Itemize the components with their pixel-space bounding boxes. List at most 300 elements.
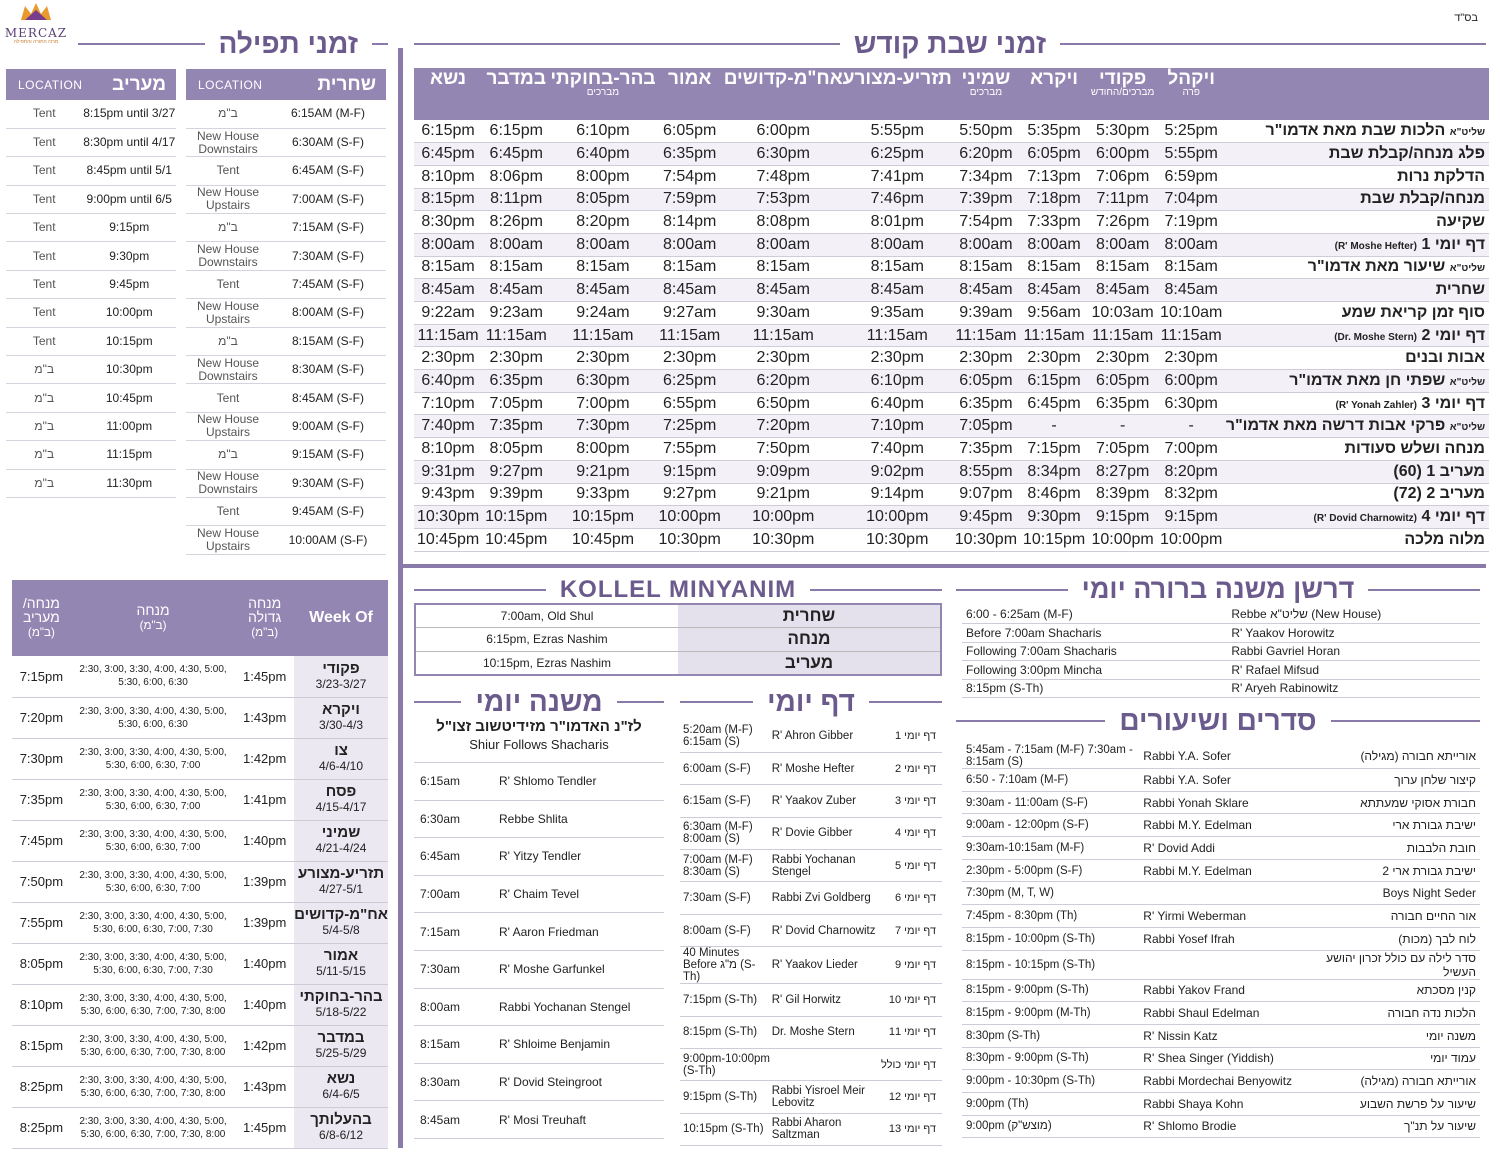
shabbos-time-cell: 2:30pm xyxy=(482,347,550,370)
mishna-speaker: R' Mosi Treuhaft xyxy=(499,1101,664,1139)
mincha-times-list: 2:30, 3:00, 3:30, 4:00, 4:30, 5:00, 5:30, 6:00, 6:30, 7:00, 7:30, 8:00 xyxy=(71,1066,236,1107)
sedarim-row xyxy=(962,1047,1480,1070)
maariv-row xyxy=(6,185,176,213)
mincha-gedola-time: 1:40pm xyxy=(235,943,294,984)
mishna-table xyxy=(414,762,664,1139)
shabbos-time-cell: 6:00pm xyxy=(1157,370,1225,393)
shabbos-label xyxy=(1225,483,1489,506)
time-cell: 9:15pm xyxy=(82,214,176,242)
seder-speaker: Rabbi Yakov Frand xyxy=(1143,979,1298,1002)
seder-speaker: R' Yirmi Weberman xyxy=(1143,905,1298,928)
shabbos-label-note: (R' Yonah Zahler) xyxy=(1335,399,1418,411)
shabbos-time-cell: 6:25pm xyxy=(843,143,952,166)
shabbos-time-cell: 9:27pm xyxy=(482,460,550,483)
seder-time: 7:45pm - 8:30pm (Th) xyxy=(962,905,1143,928)
shabbos-label xyxy=(1225,120,1489,143)
parsha-column-header xyxy=(1020,68,1088,120)
mincha-gedola-time: 1:42pm xyxy=(235,1025,294,1066)
daf-speaker: R' Dovie Gibber xyxy=(772,817,877,849)
shabbos-row xyxy=(414,460,1489,483)
sedarim-row xyxy=(962,1092,1480,1115)
shabbos-label-text: שקיעה xyxy=(1436,213,1485,231)
shabbos-time-cell: 6:15pm xyxy=(414,120,482,143)
mishna-row xyxy=(414,1026,664,1064)
parsha-column-header xyxy=(1157,68,1225,120)
shabbos-time-cell: 6:50pm xyxy=(724,392,843,415)
shacharis-row xyxy=(186,128,386,156)
mishna-time: 7:00am xyxy=(414,875,499,913)
shabbos-time-cell: 8:05pm xyxy=(550,188,655,211)
shabbos-time-cell: 5:55pm xyxy=(1157,143,1225,166)
shacharis-row xyxy=(186,441,386,469)
seder-time: 8:30pm (S-Th) xyxy=(962,1024,1143,1047)
shabbos-row xyxy=(414,279,1489,302)
shabbos-row xyxy=(414,438,1489,461)
shabbos-time-cell: 9:24am xyxy=(550,302,655,325)
mincha-times-list: 2:30, 3:00, 3:30, 4:00, 4:30, 5:00, 5:30, 6:00, 6:30, 7:00 xyxy=(71,820,236,861)
seder-speaker: Rabbi Mordechai Benyowitz xyxy=(1143,1070,1298,1093)
mishna-row xyxy=(414,913,664,951)
shabbos-time-cell: 8:06pm xyxy=(482,165,550,188)
mincha-row xyxy=(12,656,388,697)
shabbos-time-cell: 10:15pm xyxy=(1020,528,1088,551)
shabbos-time-cell: 11:15am xyxy=(724,324,843,347)
shabbos-time-cell: 8:26pm xyxy=(482,211,550,234)
maariv-table xyxy=(6,69,176,498)
week-cell xyxy=(294,1025,388,1066)
shabbos-time-cell: 6:59pm xyxy=(1157,165,1225,188)
shabbos-label-note: (R' Moshe Hefter) xyxy=(1334,240,1418,252)
time-cell: 6:45AM (S-F) xyxy=(270,157,386,185)
shabbos-time-cell: 2:30pm xyxy=(414,347,482,370)
daf-table xyxy=(680,720,942,1146)
seder-time: 2:30pm - 5:00pm (S-F) xyxy=(962,859,1143,882)
seder-time: 8:15pm - 10:00pm (S-Th) xyxy=(962,927,1143,950)
seder-time: 9:00pm (מוצש"ק) xyxy=(962,1115,1143,1138)
shabbos-time-cell: 8:00pm xyxy=(550,438,655,461)
week-cell xyxy=(294,656,388,697)
shabbos-time-cell: 9:07pm xyxy=(952,483,1020,506)
shabbos-label-text: דף יומי 1 xyxy=(1421,235,1485,253)
shabbos-time-cell: 11:15am xyxy=(1157,324,1225,347)
week-parsha: פסח xyxy=(325,783,357,800)
shabbos-time-cell: - xyxy=(1020,415,1088,438)
shabbos-time-cell: 5:35pm xyxy=(1020,120,1088,143)
parsha-name: ויקהל xyxy=(1167,68,1215,89)
shabbos-row xyxy=(414,324,1489,347)
shabbos-time-cell: 10:15pm xyxy=(550,506,655,529)
shabbos-label xyxy=(1225,528,1489,551)
kollel-time: 10:15pm, Ezras Nashim xyxy=(415,651,678,675)
shabbos-time-cell: 8:27pm xyxy=(1088,460,1157,483)
shabbos-time-cell: 7:25pm xyxy=(656,415,724,438)
mincha-times-list: 2:30, 3:00, 3:30, 4:00, 4:30, 5:00, 5:30, 6:00, 6:30, 7:00, 7:30, 8:00 xyxy=(71,984,236,1025)
daf-row xyxy=(680,1049,942,1081)
seder-speaker: R' Dovid Addi xyxy=(1143,837,1298,860)
seder-time: 9:30am - 11:00am (S-F) xyxy=(962,791,1143,814)
shabbos-time-cell: 8:05pm xyxy=(482,438,550,461)
time-cell: 11:15pm xyxy=(82,441,176,469)
maariv-row xyxy=(6,384,176,412)
shabbos-time-cell: 7:34pm xyxy=(952,165,1020,188)
shabbos-label xyxy=(1225,506,1489,529)
shabbos-time-cell: 8:45am xyxy=(482,279,550,302)
shabbos-time-cell: 7:40pm xyxy=(843,438,952,461)
daf-label: דף יומי 1 xyxy=(876,720,942,752)
shabbos-time-cell: 8:45am xyxy=(1088,279,1157,302)
gedola-sub: (ב"מ) xyxy=(251,626,279,639)
drasha-row xyxy=(962,605,1480,624)
maariv-row xyxy=(6,469,176,497)
logo xyxy=(4,2,68,45)
time-cell: 10:00pm xyxy=(82,299,176,327)
shabbos-time-cell: 8:39pm xyxy=(1088,483,1157,506)
drasha-time: 8:15pm (S-Th) xyxy=(962,679,1231,698)
shabbos-label-note: (Dr. Moshe Stern) xyxy=(1334,331,1418,343)
gedola-header: מנחה גדולה xyxy=(248,595,282,625)
seder-speaker: Rabbi Yosef Ifrah xyxy=(1143,927,1298,950)
shabbos-time-cell: 8:20pm xyxy=(1157,460,1225,483)
shabbos-time-cell: 8:15am xyxy=(482,256,550,279)
shabbos-time-cell: 8:45am xyxy=(414,279,482,302)
shabbos-time-cell: 2:30pm xyxy=(724,347,843,370)
location-cell: ב"מ xyxy=(6,412,82,440)
shacharis-header: שחרית xyxy=(270,69,386,100)
shabbos-time-cell: 7:04pm xyxy=(1157,188,1225,211)
shabbos-time-cell: 9:21pm xyxy=(724,483,843,506)
shabbos-row xyxy=(414,506,1489,529)
shabbos-row xyxy=(414,415,1489,438)
sedarim-row xyxy=(962,882,1480,905)
shacharis-row xyxy=(186,185,386,213)
shabbos-time-cell: 6:15pm xyxy=(482,120,550,143)
mincha-row xyxy=(12,1066,388,1107)
sedarim-row xyxy=(962,1115,1480,1138)
shabbos-time-cell: 11:15am xyxy=(656,324,724,347)
shabbos-label xyxy=(1225,438,1489,461)
sedarim-row xyxy=(962,814,1480,837)
time-cell: 6:30AM (S-F) xyxy=(270,128,386,156)
mishna-time: 6:45am xyxy=(414,838,499,876)
daf-time: 7:30am (S-F) xyxy=(680,882,772,914)
maariv-row xyxy=(6,299,176,327)
mincha-row xyxy=(12,820,388,861)
shabbos-label-text: דף יומי 3 xyxy=(1421,394,1485,412)
seder-name: אור החיים חבורה xyxy=(1299,905,1480,928)
shabbos-label-text: פרקי אבות דרשה מאת אדמו"ר xyxy=(1225,417,1446,435)
daf-time: 6:30am (M-F) 8:00am (S) xyxy=(680,817,772,849)
shabbos-time-cell: 8:30pm xyxy=(414,211,482,234)
shabbos-time-cell: 8:14pm xyxy=(656,211,724,234)
maariv-header: מעריב xyxy=(82,69,176,100)
shabbos-row xyxy=(414,233,1489,256)
location-cell: Tent xyxy=(6,270,82,298)
week-dates: 6/8-6/12 xyxy=(319,1128,364,1142)
shabbos-time-cell: 5:50pm xyxy=(952,120,1020,143)
mincha-maariv-time: 8:25pm xyxy=(12,1066,71,1107)
mishna-row xyxy=(414,1063,664,1101)
shabbos-label xyxy=(1225,370,1489,393)
shabbos-time-cell: 6:00pm xyxy=(1088,143,1157,166)
mincha-maariv-time: 7:15pm xyxy=(12,656,71,697)
shabbos-time-cell: 8:01pm xyxy=(843,211,952,234)
shabbos-time-cell: 7:11pm xyxy=(1088,188,1157,211)
location-cell: Tent xyxy=(6,185,82,213)
daf-label: דף יומי 4 xyxy=(876,817,942,849)
shabbos-time-cell: 7:54pm xyxy=(656,165,724,188)
shabbos-label-text: מעריב 1 (60) xyxy=(1393,462,1485,480)
seder-name: לוח לבך (מכות) xyxy=(1299,927,1480,950)
seder-time: 9:00pm (Th) xyxy=(962,1092,1143,1115)
shabbos-time-cell: 9:30am xyxy=(724,302,843,325)
location-cell: ב"מ xyxy=(6,356,82,384)
shabbos-time-cell: 8:00am xyxy=(482,233,550,256)
shabbos-title: זמני שבת קודש xyxy=(853,28,1047,59)
shabbos-label-text: שחרית xyxy=(1435,281,1485,299)
mishna-row xyxy=(414,875,664,913)
shabbos-time-cell: 9:23am xyxy=(482,302,550,325)
shabbos-time-cell: 10:30pm xyxy=(724,528,843,551)
week-parsha: תזריע-מצורע xyxy=(297,865,385,882)
mishna-row xyxy=(414,763,664,801)
sedarim-row xyxy=(962,1070,1480,1093)
mincha-row xyxy=(12,943,388,984)
shabbos-row xyxy=(414,120,1489,143)
week-parsha: צו xyxy=(334,742,348,759)
shabbos-row xyxy=(414,188,1489,211)
location-cell: Tent xyxy=(6,157,82,185)
week-dates: 4/27-5/1 xyxy=(319,882,364,896)
maariv-row xyxy=(6,327,176,355)
seder-speaker: Rabbi Shaul Edelman xyxy=(1143,1002,1298,1025)
shabbos-label xyxy=(1225,460,1489,483)
seder-name: ישיבת גבורת ארי xyxy=(1299,814,1480,837)
shabbos-time-cell: 8:00am xyxy=(1088,233,1157,256)
shabbos-label xyxy=(1225,302,1489,325)
shabbos-label-note: שליט"א xyxy=(1449,422,1485,434)
mincha-maariv-time: 8:05pm xyxy=(12,943,71,984)
shabbos-label-text: דף יומי 2 xyxy=(1421,326,1485,344)
shacharis-row xyxy=(186,412,386,440)
shabbos-label-text: הדלקת נרות xyxy=(1397,167,1485,185)
daf-row xyxy=(680,720,942,752)
shabbos-time-cell: 7:35pm xyxy=(952,438,1020,461)
week-parsha: בהר-בחוקתי xyxy=(299,988,383,1005)
daf-label: דף יומי 9 xyxy=(876,947,942,984)
shabbos-time-cell: 6:45pm xyxy=(414,143,482,166)
shabbos-label-note: שליט"א xyxy=(1449,263,1485,275)
seder-time: 9:30am-10:15am (M-F) xyxy=(962,837,1143,860)
shabbos-time-cell: 7:26pm xyxy=(1088,211,1157,234)
shabbos-time-cell: 6:40pm xyxy=(550,143,655,166)
shabbos-label xyxy=(1225,415,1489,438)
location-cell: Tent xyxy=(6,214,82,242)
time-cell: 8:15pm until 3/27 xyxy=(82,100,176,128)
daf-label: דף יומי כולל xyxy=(876,1049,942,1081)
shabbos-time-cell: 11:15am xyxy=(1020,324,1088,347)
parsha-column-header xyxy=(656,68,724,120)
parsha-sub: מברכים xyxy=(969,87,1003,98)
shabbos-time-cell: 7:00pm xyxy=(1157,438,1225,461)
shabbos-time-cell: 7:13pm xyxy=(1020,165,1088,188)
divider-vertical xyxy=(398,48,403,1148)
mincha-gedola-time: 1:42pm xyxy=(235,738,294,779)
shabbos-label-note: שליט"א xyxy=(1449,127,1485,139)
shabbos-time-cell: 7:00pm xyxy=(550,392,655,415)
shabbos-time-cell: 8:46pm xyxy=(1020,483,1088,506)
shabbos-time-cell: 8:15pm xyxy=(414,188,482,211)
shabbos-time-cell: 8:10pm xyxy=(414,165,482,188)
shabbos-time-cell: 6:30pm xyxy=(550,370,655,393)
shabbos-time-cell: 7:05pm xyxy=(482,392,550,415)
sedarim-row xyxy=(962,1024,1480,1047)
shabbos-time-cell: 6:30pm xyxy=(724,143,843,166)
shabbos-time-cell: 8:00am xyxy=(724,233,843,256)
shabbos-time-cell: 8:00pm xyxy=(550,165,655,188)
shabbos-time-cell: 8:10pm xyxy=(414,438,482,461)
shabbos-row xyxy=(414,483,1489,506)
daf-speaker: Rabbi Zvi Goldberg xyxy=(772,882,877,914)
shabbos-time-cell: 2:30pm xyxy=(1088,347,1157,370)
shabbos-time-cell: 6:00pm xyxy=(724,120,843,143)
week-parsha: אמור xyxy=(323,947,359,964)
bsd-mark: בס"ד xyxy=(1454,12,1478,24)
mishna-speaker: R' Aaron Friedman xyxy=(499,913,664,951)
time-cell: 7:15AM (S-F) xyxy=(270,214,386,242)
shabbos-time-cell: 8:15am xyxy=(843,256,952,279)
daf-row xyxy=(680,785,942,817)
sedarim-row xyxy=(962,791,1480,814)
shabbos-row xyxy=(414,370,1489,393)
shabbos-time-cell: 7:05pm xyxy=(952,415,1020,438)
week-dates: 5/4-5/8 xyxy=(322,923,360,937)
shabbos-label xyxy=(1225,188,1489,211)
daf-time: 8:15pm (S-Th) xyxy=(680,1016,772,1048)
mincha-row xyxy=(12,984,388,1025)
daf-time: 7:15pm (S-Th) xyxy=(680,984,772,1016)
daf-time: 9:15pm (S-Th) xyxy=(680,1081,772,1113)
mincha-times-list: 2:30, 3:00, 3:30, 4:00, 4:30, 5:00, 5:30, 6:00, 6:30, 7:00, 7:30, 8:00 xyxy=(71,1025,236,1066)
shabbos-time-cell: 2:30pm xyxy=(550,347,655,370)
daf-time: 6:00am (S-F) xyxy=(680,752,772,784)
shabbos-time-cell: 10:30pm xyxy=(414,506,482,529)
daf-time: 9:00pm-10:00pm (S-Th) xyxy=(680,1049,772,1081)
mishna-title: משנה יומי xyxy=(475,686,603,717)
daf-row xyxy=(680,1016,942,1048)
location-cell: New House Upstairs xyxy=(186,299,270,327)
drasha-speaker: R' Aryeh Rabinowitz xyxy=(1231,679,1480,698)
shabbos-time-cell: 11:15am xyxy=(1088,324,1157,347)
drasha-speaker: Rebbe שליט"א (New House) xyxy=(1231,605,1480,624)
mincha-gedola-time: 1:45pm xyxy=(235,656,294,697)
sedarim-title: סדרים ושיעורים xyxy=(1119,705,1317,736)
seder-name: עמוד יומי xyxy=(1299,1047,1480,1070)
daf-time: 6:15am (S-F) xyxy=(680,785,772,817)
shabbos-row xyxy=(414,347,1489,370)
shacharis-row xyxy=(186,526,386,554)
shabbos-time-cell: 10:30pm xyxy=(656,528,724,551)
daf-speaker: R' Dovid Charnowitz xyxy=(772,914,877,946)
mishna-speaker: R' Moshe Garfunkel xyxy=(499,950,664,988)
parsha-sub: מברכים xyxy=(586,87,620,98)
sedarim-row xyxy=(962,1002,1480,1025)
shabbos-time-cell: 7:59pm xyxy=(656,188,724,211)
shabbos-label xyxy=(1225,211,1489,234)
location-cell: Tent xyxy=(6,242,82,270)
shabbos-time-cell: 10:45pm xyxy=(550,528,655,551)
week-parsha: ויקרא xyxy=(322,701,360,718)
shabbos-time-cell: 6:45pm xyxy=(1020,392,1088,415)
shabbos-time-cell: 2:30pm xyxy=(843,347,952,370)
mincha-gedola-time: 1:40pm xyxy=(235,984,294,1025)
maariv-row xyxy=(6,214,176,242)
shabbos-time-cell: 8:45am xyxy=(550,279,655,302)
shabbos-time-cell: 6:55pm xyxy=(656,392,724,415)
location-cell: ב"מ xyxy=(186,214,270,242)
shabbos-time-cell: 6:45pm xyxy=(482,143,550,166)
seder-name: הלכות נדה חבורה xyxy=(1299,1002,1480,1025)
seder-time: 5:45am - 7:15am (M-F) 7:30am - 8:15am (S) xyxy=(962,744,1143,769)
shabbos-time-cell: - xyxy=(1157,415,1225,438)
shabbos-time-cell: 8:00am xyxy=(1020,233,1088,256)
week-dates: 5/25-5/29 xyxy=(315,1046,367,1060)
shabbos-time-cell: 8:20pm xyxy=(550,211,655,234)
parsha-sub: מברכים/החודש xyxy=(1090,87,1155,98)
shabbos-time-cell: 6:10pm xyxy=(550,120,655,143)
shabbos-label-text: דף יומי 4 xyxy=(1421,508,1485,526)
shabbos-time-cell: 11:15am xyxy=(414,324,482,347)
shabbos-time-cell: 8:11pm xyxy=(482,188,550,211)
shabbos-time-cell: 8:15am xyxy=(1088,256,1157,279)
shacharis-row xyxy=(186,384,386,412)
mincha-maariv-time: 7:55pm xyxy=(12,902,71,943)
sedarim-row xyxy=(962,744,1480,769)
location-cell: Tent xyxy=(6,128,82,156)
time-cell: 7:30AM (S-F) xyxy=(270,242,386,270)
parsha-column-header xyxy=(1088,68,1157,120)
shabbos-label-text: שפתי חן מאת אדמו"ר xyxy=(1289,371,1446,389)
mincha-times-list: 2:30, 3:00, 3:30, 4:00, 4:30, 5:00, 5:30, 6:00, 6:30, 7:00 xyxy=(71,861,236,902)
shabbos-time-cell: 9:15pm xyxy=(1157,506,1225,529)
daf-speaker: Rabbi Aharon Saltzman xyxy=(772,1113,877,1145)
drasha-time: 6:00 - 6:25am (M-F) xyxy=(962,605,1231,624)
week-cell xyxy=(294,902,388,943)
daf-speaker: R' Ahron Gibber xyxy=(772,720,877,752)
shabbos-time-cell: 7:41pm xyxy=(843,165,952,188)
shabbos-label xyxy=(1225,392,1489,415)
brand-tagline: מרכז התורה והתפילה xyxy=(13,39,59,45)
shabbos-title-bar xyxy=(414,28,1486,60)
seder-speaker: Rabbi Yonah Sklare xyxy=(1143,791,1298,814)
shabbos-label xyxy=(1225,347,1489,370)
shabbos-label-text: מעריב 2 (72) xyxy=(1393,485,1485,503)
location-cell: New House Upstairs xyxy=(186,526,270,554)
week-dates: 5/18-5/22 xyxy=(315,1005,367,1019)
mishna-dedication: לז"נ האדמו"ר מזידיטשוב זצו"ל xyxy=(436,718,642,735)
seder-name: שיעור על פרשת השבוע xyxy=(1299,1092,1480,1115)
mincha-gedola-time: 1:45pm xyxy=(235,1107,294,1148)
shabbos-label xyxy=(1225,233,1489,256)
week-cell xyxy=(294,943,388,984)
daf-speaker: R' Yaakov Zuber xyxy=(772,785,877,817)
seder-time: 7:30pm (M, T, W) xyxy=(962,882,1143,905)
shabbos-time-cell: 8:55pm xyxy=(952,460,1020,483)
shabbos-time-cell: 8:15am xyxy=(656,256,724,279)
time-cell: 8:45AM (S-F) xyxy=(270,384,386,412)
shabbos-label xyxy=(1225,165,1489,188)
shacharis-row xyxy=(186,469,386,497)
mincha-weekly-table xyxy=(12,580,388,1149)
